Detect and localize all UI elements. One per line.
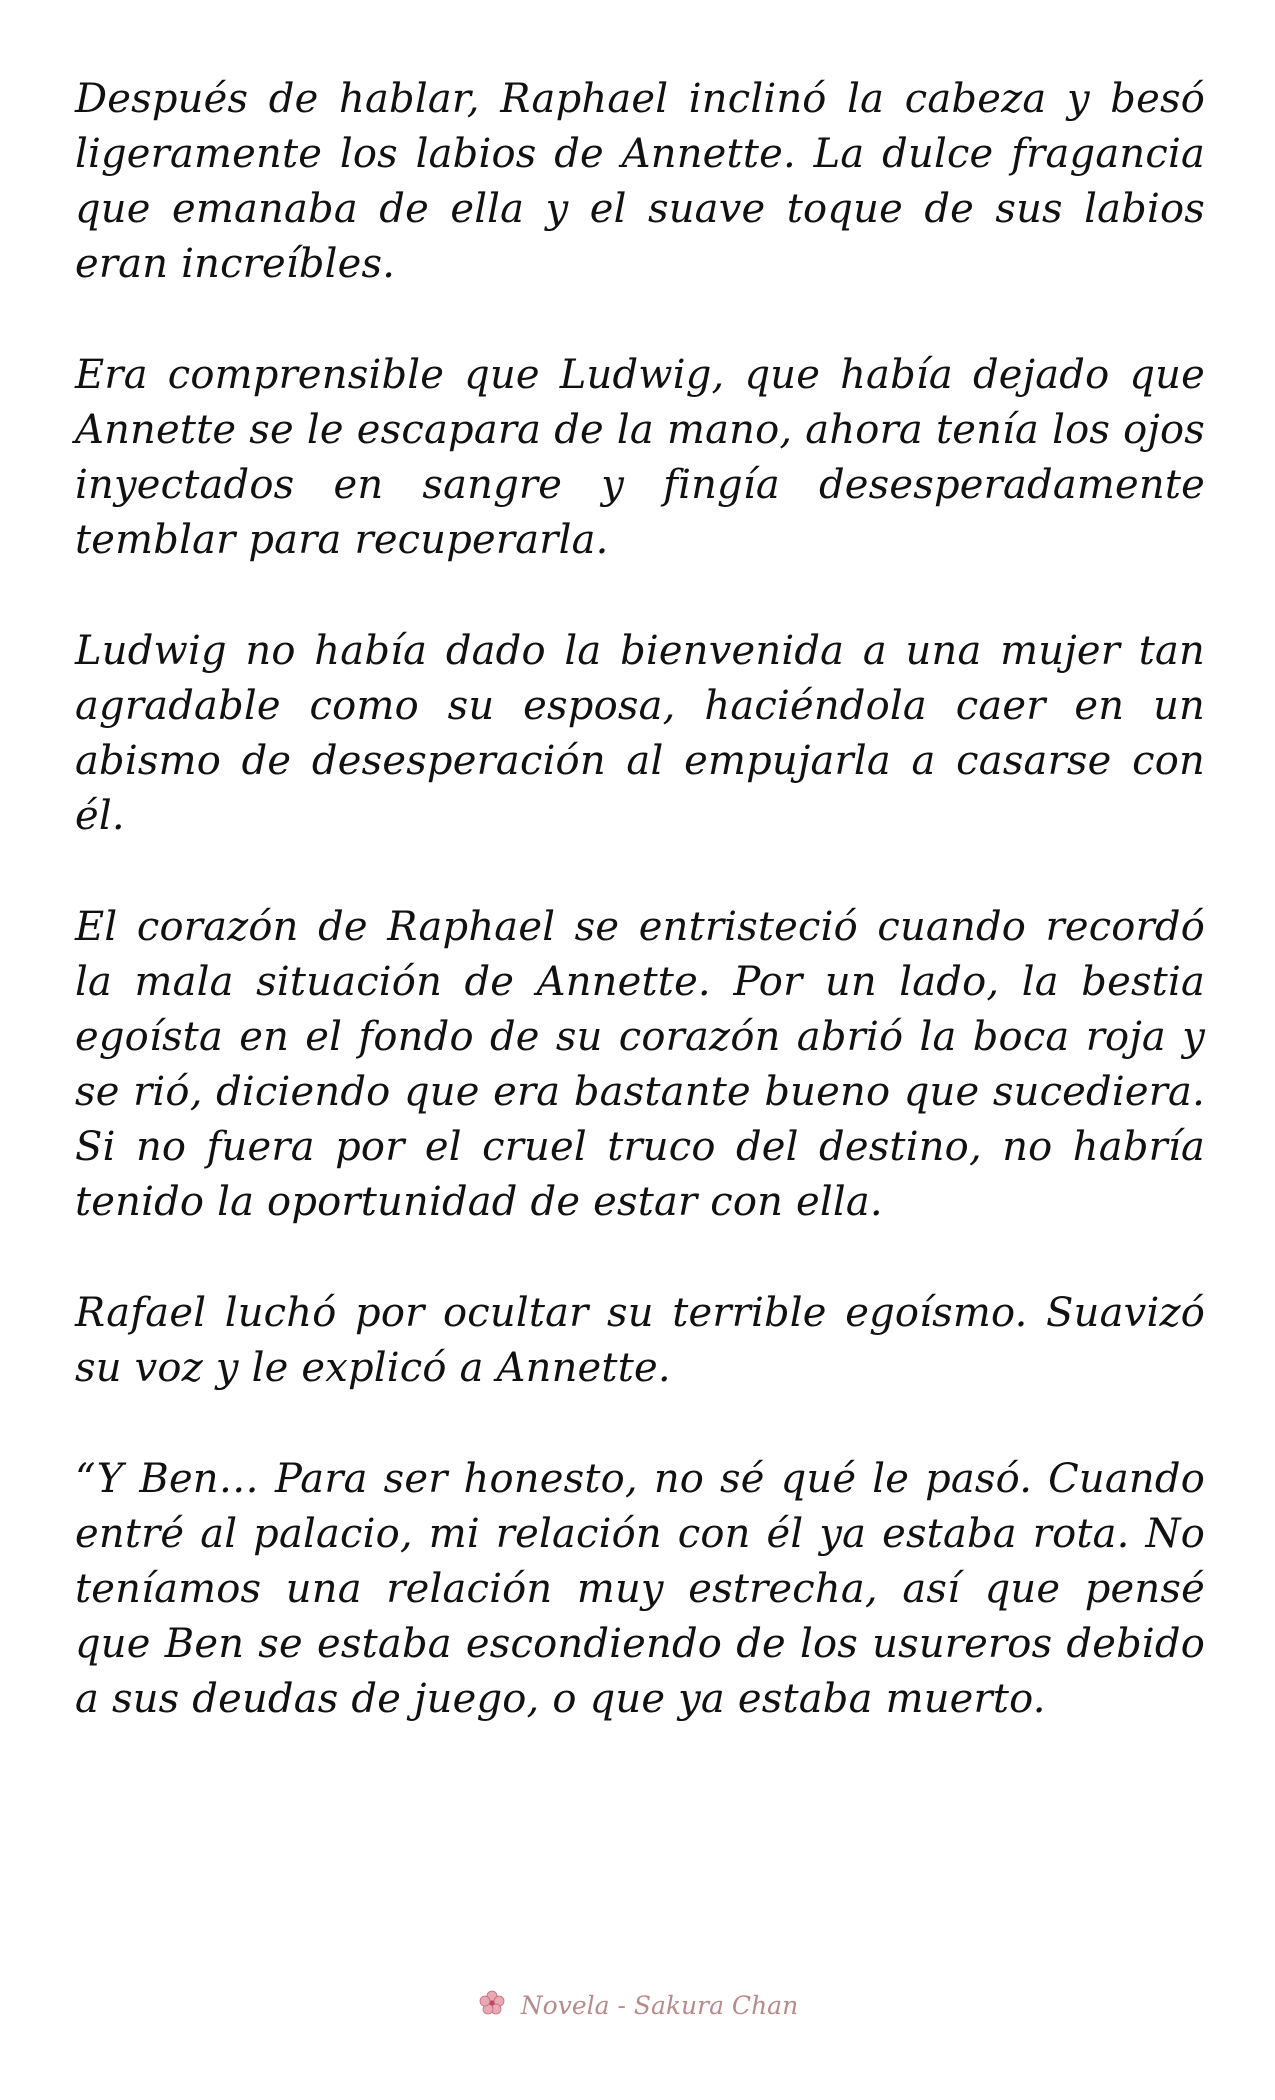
- paragraph-1: Después de hablar, Raphael inclinó la cabeza y besó ligeramente los labios de Annette. La dulce fragancia que emanaba de ella y el suave toque de sus labios eran increíbles.: [75, 76, 1205, 287]
- paragraph-4: El corazón de Raphael se entristeció cuando recordó la mala situación de Annette. Por un lado, la bestia egoísta en el fondo de su corazón abrió la boca roja y se rió, diciendo que era bastante bueno que sucediera. Si no fuera por el cruel truco del destino, no habría tenido la oportunidad de estar con ella.: [75, 904, 1205, 1225]
- watermark: [0, 1988, 1275, 2020]
- document-body: [75, 72, 1205, 1783]
- paragraph-5: Rafael luchó por ocultar su terrible egoísmo. Suavizó su voz y le explicó a Annette.: [75, 1290, 1205, 1391]
- paragraph-2: Era comprensible que Ludwig, que había dejado que Annette se le escapara de la mano, ahora tenía los ojos inyectados en sangre y fingía desesperadamente temblar para recuperarla.: [75, 352, 1205, 563]
- watermark-text: Novela - Sakura Chan: [520, 1991, 799, 2020]
- cherry-blossom-icon: [477, 1988, 507, 2018]
- paragraph-6: “Y Ben… Para ser honesto, no sé qué le pasó. Cuando entré al palacio, mi relación con él ya estaba rota. No teníamos una relación muy estrecha, así que pensé que Ben se estaba escondiendo de los usureros debido a sus deudas de juego, o que ya estaba muerto.: [75, 1456, 1205, 1722]
- paragraph-3: Ludwig no había dado la bienvenida a una mujer tan agradable como su esposa, haciéndola caer en un abismo de desesperación al empujarla a casarse con él.: [75, 628, 1205, 839]
